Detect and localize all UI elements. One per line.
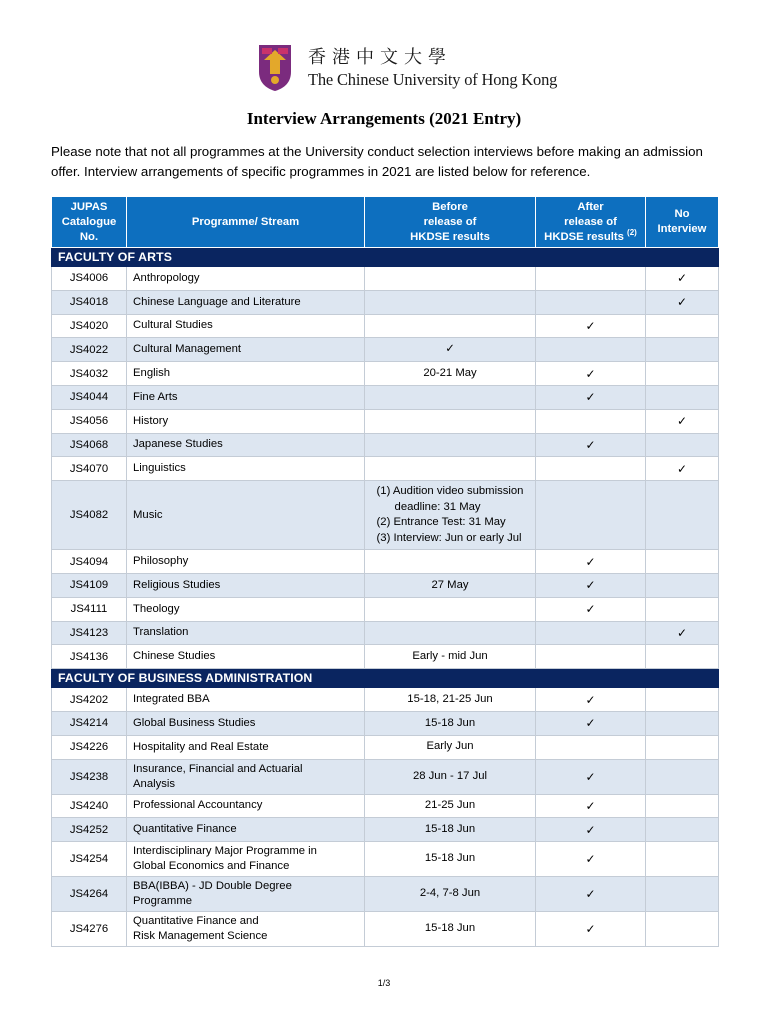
catalogue-number: JS4056	[52, 409, 127, 433]
after-release-cell	[536, 711, 646, 735]
after-release-cell	[536, 338, 646, 362]
university-name-chinese: 香港中文大學	[308, 47, 452, 68]
no-interview-cell	[646, 759, 719, 794]
university-name-english: The Chinese University of Hong Kong	[308, 70, 558, 89]
after-release-cell	[536, 457, 646, 481]
interview-arrangements-table	[51, 196, 719, 947]
programme-name-line: Interdisciplinary Major Programme in	[133, 845, 317, 858]
programme-name	[127, 433, 365, 457]
no-interview-cell	[646, 645, 719, 669]
programme-name	[127, 645, 365, 669]
table-row	[52, 314, 719, 338]
programme-name-line: Fine Arts	[133, 390, 178, 403]
programme-name-line: Global Business Studies	[133, 716, 256, 729]
before-release-cell: 2-4, 7-8 Jun	[365, 877, 536, 912]
checkmark-icon: ✓	[585, 437, 596, 452]
table-row	[52, 645, 719, 669]
before-release-cell: ✓	[365, 338, 536, 362]
header-before-release: Before release of HKDSE results	[365, 197, 536, 248]
catalogue-number: JS4020	[52, 314, 127, 338]
before-release-cell: Early Jun	[365, 735, 536, 759]
before-release-cell: 21-25 Jun	[365, 794, 536, 818]
after-release-cell	[536, 877, 646, 912]
programme-name	[127, 550, 365, 574]
before-release-line: (2) Entrance Test: 31 May	[376, 516, 506, 529]
catalogue-number: JS4214	[52, 711, 127, 735]
before-release-cell	[365, 550, 536, 574]
table-row	[52, 912, 719, 947]
programme-name-line: Philosophy	[133, 555, 189, 568]
checkmark-icon: ✓	[676, 414, 688, 429]
after-release-cell	[536, 818, 646, 842]
checkmark-icon: ✓	[676, 271, 688, 286]
no-interview-cell	[646, 338, 719, 362]
programme-name-line: Analysis	[133, 777, 176, 790]
catalogue-number: JS4018	[52, 290, 127, 314]
header-no-interview: No Interview	[646, 197, 719, 248]
faculty-name: FACULTY OF ARTS	[52, 248, 719, 267]
programme-name-line: Japanese Studies	[133, 438, 223, 451]
no-interview-cell	[646, 573, 719, 597]
after-release-cell	[536, 433, 646, 457]
after-release-cell	[536, 912, 646, 947]
after-release-cell	[536, 267, 646, 291]
checkmark-icon: ✓	[585, 822, 596, 837]
programme-name-line: Theology	[133, 602, 180, 615]
after-release-cell	[536, 688, 646, 712]
table-row	[52, 409, 719, 433]
checkmark-icon: ✓	[676, 625, 688, 640]
programme-name	[127, 362, 365, 386]
before-release-cell	[365, 409, 536, 433]
catalogue-number: JS4123	[52, 621, 127, 645]
catalogue-number: JS4111	[52, 597, 127, 621]
checkmark-icon: ✓	[585, 852, 596, 867]
catalogue-number: JS4136	[52, 645, 127, 669]
before-release-cell	[365, 385, 536, 409]
header-programme: Programme/ Stream	[127, 197, 365, 248]
table-row	[52, 290, 719, 314]
checkmark-icon: ✓	[585, 769, 596, 784]
programme-name	[127, 735, 365, 759]
programme-name	[127, 597, 365, 621]
before-release-cell	[365, 433, 536, 457]
programme-name-line: Music	[133, 508, 163, 521]
checkmark-icon: ✓	[585, 366, 596, 381]
no-interview-cell	[646, 711, 719, 735]
no-interview-cell	[646, 597, 719, 621]
checkmark-icon: ✓	[585, 692, 596, 707]
before-release-cell: 15-18 Jun	[365, 711, 536, 735]
programme-name-line: Professional Accountancy	[133, 799, 263, 812]
programme-name	[127, 314, 365, 338]
programme-name	[127, 481, 365, 550]
faculty-name: FACULTY OF BUSINESS ADMINISTRATION	[52, 669, 719, 688]
no-interview-cell	[646, 688, 719, 712]
before-release-cell: 27 May	[365, 573, 536, 597]
catalogue-number: JS4226	[52, 735, 127, 759]
before-release-line: (1) Audition video submission	[376, 485, 524, 498]
after-release-cell	[536, 621, 646, 645]
table-row	[52, 711, 719, 735]
after-release-cell	[536, 314, 646, 338]
after-release-cell	[536, 481, 646, 550]
programme-name	[127, 409, 365, 433]
no-interview-cell	[646, 621, 719, 645]
checkmark-icon: ✓	[585, 798, 596, 813]
table-row	[52, 573, 719, 597]
programme-name-line: Quantitative Finance	[133, 823, 237, 836]
programme-name-line: Integrated BBA	[133, 693, 210, 706]
programme-name-line: Quantitative Finance and	[133, 915, 259, 928]
after-release-cell	[536, 759, 646, 794]
before-release-cell: 28 Jun - 17 Jul	[365, 759, 536, 794]
before-release-line: deadline: 31 May	[394, 500, 481, 513]
programme-name-line: Religious Studies	[133, 578, 221, 591]
programme-name	[127, 621, 365, 645]
catalogue-number: JS4068	[52, 433, 127, 457]
programme-name	[127, 711, 365, 735]
before-release-cell	[365, 457, 536, 481]
no-interview-cell	[646, 267, 719, 291]
programme-name-line: Anthropology	[133, 271, 200, 284]
checkmark-icon: ✓	[676, 461, 688, 476]
catalogue-number: JS4202	[52, 688, 127, 712]
programme-name-line: History	[133, 414, 169, 427]
before-release-cell: 15-18, 21-25 Jun	[365, 688, 536, 712]
programme-name	[127, 877, 365, 912]
before-release-cell: Early - mid Jun	[365, 645, 536, 669]
after-release-cell	[536, 550, 646, 574]
programme-name	[127, 290, 365, 314]
faculty-header-row	[52, 669, 719, 688]
after-release-cell	[536, 385, 646, 409]
faculty-header-row	[52, 248, 719, 267]
before-release-cell	[365, 481, 536, 550]
table-row	[52, 457, 719, 481]
checkmark-icon: ✓	[585, 602, 596, 617]
no-interview-cell	[646, 314, 719, 338]
before-release-cell: 20-21 May	[365, 362, 536, 386]
checkmark-icon: ✓	[585, 390, 596, 405]
table-row	[52, 385, 719, 409]
after-release-cell	[536, 290, 646, 314]
programme-name-line: Global Economics and Finance	[133, 860, 290, 873]
header-catalogue-no: JUPAS Catalogue No.	[52, 197, 127, 248]
table-row	[52, 621, 719, 645]
programme-name-line: BBA(IBBA) - JD Double Degree	[133, 880, 292, 893]
no-interview-cell	[646, 735, 719, 759]
catalogue-number: JS4252	[52, 818, 127, 842]
no-interview-cell	[646, 877, 719, 912]
checkmark-icon: ✓	[585, 887, 596, 902]
before-release-cell	[365, 290, 536, 314]
programme-name-line: Insurance, Financial and Actuarial	[133, 762, 303, 775]
programme-name	[127, 794, 365, 818]
programme-name	[127, 385, 365, 409]
table-row	[52, 433, 719, 457]
catalogue-number: JS4094	[52, 550, 127, 574]
programme-name-line: English	[133, 367, 171, 380]
table-row	[52, 550, 719, 574]
before-release-line: (3) Interview: Jun or early Jul	[376, 531, 522, 544]
no-interview-cell	[646, 794, 719, 818]
checkmark-icon: ✓	[585, 554, 596, 569]
no-interview-cell	[646, 409, 719, 433]
no-interview-cell	[646, 457, 719, 481]
no-interview-cell	[646, 550, 719, 574]
footnote-marker: (2)	[627, 227, 637, 237]
after-release-cell	[536, 409, 646, 433]
no-interview-cell	[646, 362, 719, 386]
programme-name-line: Chinese Studies	[133, 650, 216, 663]
programme-name	[127, 759, 365, 794]
university-crest-logo	[258, 44, 292, 92]
table-row	[52, 877, 719, 912]
programme-name	[127, 457, 365, 481]
programme-name-line: Risk Management Science	[133, 930, 268, 943]
programme-name	[127, 688, 365, 712]
document-title: Interview Arrangements (2021 Entry)	[246, 109, 522, 128]
checkmark-icon: ✓	[676, 295, 688, 310]
programme-name	[127, 338, 365, 362]
table-row	[52, 267, 719, 291]
programme-name-line: Chinese Language and Literature	[133, 295, 301, 308]
catalogue-number: JS4032	[52, 362, 127, 386]
after-release-cell	[536, 573, 646, 597]
programme-name-line: Cultural Studies	[133, 319, 213, 332]
checkmark-icon: ✓	[585, 716, 596, 731]
before-release-cell	[365, 621, 536, 645]
table-row	[52, 818, 719, 842]
no-interview-cell	[646, 481, 719, 550]
after-release-cell	[536, 842, 646, 877]
catalogue-number: JS4264	[52, 877, 127, 912]
after-release-cell	[536, 794, 646, 818]
programme-name-line: Programme	[133, 895, 193, 908]
no-interview-cell	[646, 290, 719, 314]
after-release-cell	[536, 645, 646, 669]
catalogue-number: JS4082	[52, 481, 127, 550]
no-interview-cell	[646, 842, 719, 877]
before-release-cell	[365, 267, 536, 291]
before-release-cell	[365, 597, 536, 621]
programme-name	[127, 842, 365, 877]
after-release-cell	[536, 735, 646, 759]
programme-name	[127, 573, 365, 597]
checkmark-icon: ✓	[585, 578, 596, 593]
programme-name-line: Hospitality and Real Estate	[133, 740, 269, 753]
programme-name	[127, 267, 365, 291]
before-release-cell: 15-18 Jun	[365, 912, 536, 947]
catalogue-number: JS4238	[52, 759, 127, 794]
programme-name	[127, 912, 365, 947]
checkmark-icon: ✓	[585, 318, 596, 333]
before-release-cell	[365, 314, 536, 338]
catalogue-number: JS4006	[52, 267, 127, 291]
table-row	[52, 597, 719, 621]
university-header	[258, 42, 557, 94]
table-header-row	[52, 197, 719, 248]
before-release-cell: 15-18 Jun	[365, 818, 536, 842]
table-row	[52, 794, 719, 818]
programme-name-line: Cultural Management	[133, 343, 242, 356]
table-row	[52, 362, 719, 386]
programme-name	[127, 818, 365, 842]
header-after-release: After release of HKDSE results $^{(2)}$	[536, 197, 646, 248]
catalogue-number: JS4240	[52, 794, 127, 818]
programme-name-line: Linguistics	[133, 462, 186, 475]
table-row	[52, 735, 719, 759]
catalogue-number: JS4276	[52, 912, 127, 947]
after-release-cell	[536, 597, 646, 621]
page-number: 1/3	[377, 978, 391, 988]
no-interview-cell	[646, 818, 719, 842]
table-row	[52, 688, 719, 712]
table-row	[52, 842, 719, 877]
table-row	[52, 759, 719, 794]
programme-name-line: Translation	[133, 626, 189, 639]
no-interview-cell	[646, 385, 719, 409]
catalogue-number: JS4044	[52, 385, 127, 409]
catalogue-number: JS4109	[52, 573, 127, 597]
table-row	[52, 338, 719, 362]
catalogue-number: JS4022	[52, 338, 127, 362]
before-release-cell: 15-18 Jun	[365, 842, 536, 877]
after-release-cell	[536, 362, 646, 386]
no-interview-cell	[646, 433, 719, 457]
table-row	[52, 481, 719, 550]
catalogue-number: JS4254	[52, 842, 127, 877]
no-interview-cell	[646, 912, 719, 947]
checkmark-icon: ✓	[585, 922, 596, 937]
catalogue-number: JS4070	[52, 457, 127, 481]
intro-paragraph: Please note that not all programmes at the University conduct selection interviews before making an admission offer. Interview arrangements of specific programmes in 2021 are listed below for reference.	[51, 144, 703, 179]
